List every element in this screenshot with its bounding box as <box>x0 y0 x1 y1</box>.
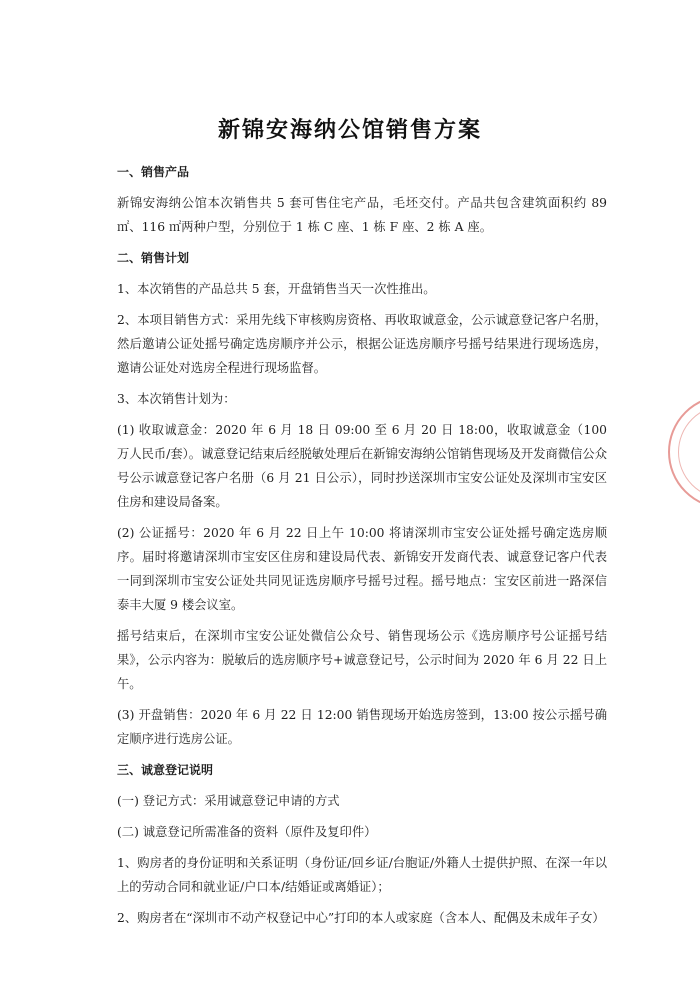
paragraph: 新锦安海纳公馆本次销售共 5 套可售住宅产品，毛坯交付。产品共包含建筑面积约 89 ㎡、116 ㎡两种户型，分别位于 1 栋 C 座、1 栋 F 座、2 栋 A 座。 <box>117 196 607 234</box>
paragraph: 摇号结束后，在深圳市宝安公证处微信公众号、销售现场公示《选房顺序号公证摇号结果》，公示内容为：脱敏后的选房顺序号+诚意登记号，公示时间为 2020 年 6 月 22 日上午。 <box>117 629 607 691</box>
paragraph: (二) 诚意登记所需准备的资料（原件及复印件） <box>117 825 377 839</box>
paragraph: 3、本次销售计划为： <box>117 392 236 406</box>
section-heading: 三、诚意登记说明 <box>117 763 214 777</box>
paragraph: 1、本次销售的产品总共 5 套，开盘销售当天一次性推出。 <box>117 282 436 296</box>
document-title: 新锦安海纳公馆销售方案 <box>217 117 482 143</box>
section-heading: 一、销售产品 <box>117 165 190 179</box>
document-body <box>117 160 607 937</box>
paragraph: 2、本项目销售方式：采用先线下审核购房资格、再收取诚意金，公示诚意登记客户名册，然后邀请公证处摇号确定选房顺序并公示，根据公证选房顺序号摇号结果进行现场选房，邀请公证处对选房全程进行现场监督。 <box>117 313 607 375</box>
paragraph: (3) 开盘销售：2020 年 6 月 22 日 12:00 销售现场开始选房签到，13:00 按公示摇号确定顺序进行选房公证。 <box>117 708 607 746</box>
official-seal <box>668 395 700 509</box>
section-heading: 二、销售计划 <box>117 251 190 265</box>
paragraph: (1) 收取诚意金：2020 年 6 月 18 日 09:00 至 6 月 20 日 18:00，收取诚意金（100 万人民币/套）。诚意登记结束后经脱敏处理后在新锦安海纳公馆销售现场及开发商微信公众号公示诚意登记客户名册（6 月 21 日公示），同时抄送深圳市宝安公证处及深圳市宝安区住房和建设局备案。 <box>117 423 607 509</box>
paragraph: (2) 公证摇号：2020 年 6 月 22 日上午 10:00 将请深圳市宝安公证处摇号确定选房顺序。届时将邀请深圳市宝安区住房和建设局代表、新锦安开发商代表、诚意登记客户代表一同到深圳市宝安公证处共同见证选房顺序号摇号过程。摇号地点：宝安区前进一路深信泰丰大厦 9 楼会议室。 <box>117 526 607 612</box>
paragraph: 2、购房者在“深圳市不动产权登记中心”打印的本人或家庭（含本人、配偶及未成年子女） <box>117 911 605 925</box>
paragraph: 1、购房者的身份证明和关系证明（身份证/回乡证/台胞证/外籍人士提供护照、在深一年以上的劳动合同和就业证/户口本/结婚证或离婚证）； <box>117 856 607 894</box>
paragraph: (一) 登记方式：采用诚意登记申请的方式 <box>117 794 340 808</box>
